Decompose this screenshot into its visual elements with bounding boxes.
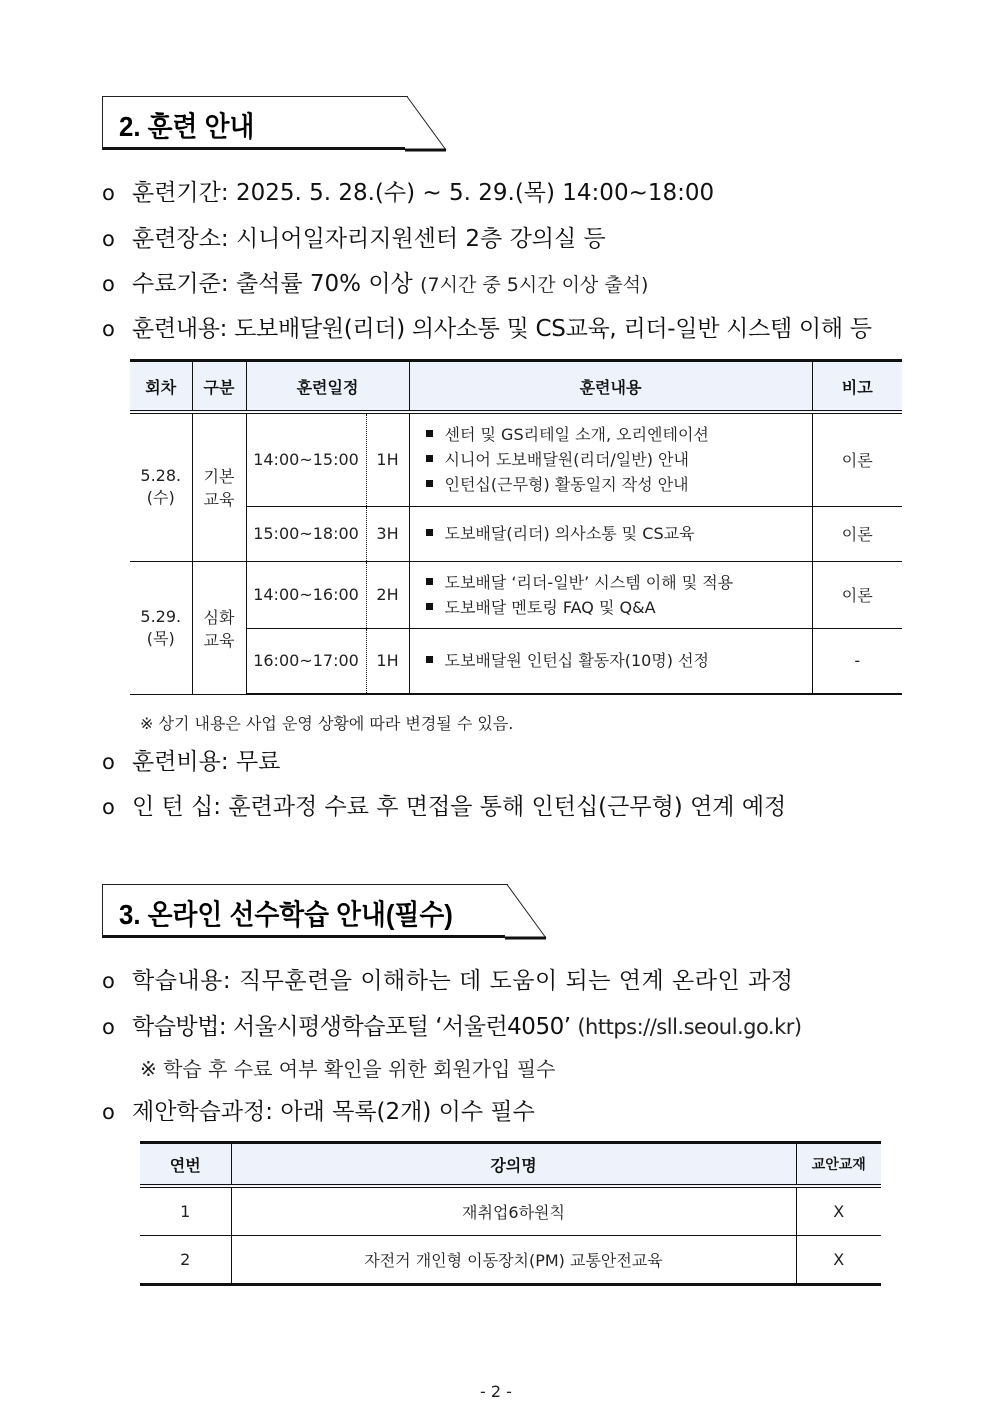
table-header-row [140,1143,881,1187]
suggested-courses-label: 제안학습과정: [132,1099,274,1125]
internship-line [102,788,786,821]
course-name: 자전거 개인형 이동장치(PM) 교통안전교육 [231,1236,796,1285]
training-content-value: 도보배달원(리더) 의사소통 및 CS교육, 리더-일반 시스템 이해 등 [234,316,872,342]
section-3-title: 3. 온라인 선수학습 안내(필수) [119,899,453,930]
content-item: 도보배달원 인턴십 활동자(10명) 선정 [426,648,811,673]
bullet-circle-icon: o [102,227,115,251]
bullet-circle-icon: o [102,1100,115,1124]
learning-content-value: 직무훈련을 이해하는 데 도움이 되는 연계 온라인 과정 [238,968,794,994]
square-bullet-icon [426,430,433,437]
square-bullet-icon [426,455,433,462]
completion-criteria-value: 출석률 70% 이상 [235,271,413,297]
section-2-title: 2. 훈련 안내 [119,111,255,142]
content-cell [409,412,812,506]
hours-cell: 1H [366,412,409,506]
suggested-courses-value: 아래 목록(2개) 이수 필수 [280,1099,535,1125]
table-row [140,1186,881,1236]
time-cell: 14:00~16:00 [246,561,366,628]
bullet-circle-icon: o [102,1015,115,1039]
header-slant-decoration [505,884,547,940]
header-schedule: 훈련일정 [246,361,409,413]
header-material: 교안교재 [796,1143,881,1187]
session-cell [130,412,192,561]
session-date: 5.29. [140,606,182,626]
bullet-circle-icon: o [102,181,115,205]
category-line2: 교육 [203,630,235,650]
hours-cell: 3H [366,506,409,561]
category-line1: 심화 [203,607,235,627]
schedule-change-note: ※ 상기 내용은 사업 운영 상황에 따라 변경될 수 있음. [140,714,514,733]
square-bullet-icon [426,578,433,585]
training-cost-label: 훈련비용: [132,749,229,775]
learning-method-value: 서울시평생학습포털 ‘서울런4050’ [232,1014,571,1040]
content-item: 시니어 도보배달원(리더/일반) 안내 [426,447,811,472]
suggested-courses-line [102,1093,535,1126]
note-cell: 이론 [812,561,902,628]
content-item: 도보배달 멘토링 FAQ 및 Q&A [426,595,811,620]
square-bullet-icon [426,480,433,487]
session-date: 5.28. [140,466,182,486]
table-header-row [130,361,902,413]
session-day: (목) [146,628,175,648]
learning-content-label: 학습내용: [132,968,232,994]
content-item: 도보배달 ‘리더-일반’ 시스템 이해 및 적용 [426,570,811,595]
internship-label: 인 턴 십: [132,794,222,820]
header-course-name: 강의명 [231,1143,796,1187]
course-material: X [796,1236,881,1285]
session-cell [130,561,192,694]
category-line1: 기본 [203,467,235,487]
bullet-circle-icon: o [102,750,115,774]
content-item: 도보배달(리더) 의사소통 및 CS교육 [426,521,811,546]
header-slant-decoration [405,96,447,152]
internship-value: 훈련과정 수료 후 면접을 통해 인턴십(근무형) 연계 예정 [228,794,787,820]
square-bullet-icon [426,529,433,536]
training-content-label: 훈련내용: [132,316,228,342]
completion-criteria-detail: (7시간 중 5시간 이상 출석) [420,274,649,296]
table-row [130,506,902,561]
content-item: 인턴십(근무형) 활동일지 작성 안내 [426,472,811,497]
note-cell: 이론 [812,506,902,561]
course-name: 재취업6하원칙 [231,1186,796,1236]
header-number: 연번 [140,1143,231,1187]
bullet-circle-icon: o [102,317,115,341]
table-row [140,1236,881,1285]
completion-criteria-line [102,265,648,298]
time-cell: 14:00~15:00 [246,412,366,506]
time-cell: 15:00~18:00 [246,506,366,561]
square-bullet-icon [426,656,433,663]
header-category: 구분 [192,361,246,413]
training-location-line [102,220,606,253]
training-schedule-table [130,359,902,695]
note-cell: 이론 [812,412,902,506]
training-period-label: 훈련기간: [132,180,229,206]
completion-criteria-label: 수료기준: [132,271,229,297]
hours-cell: 1H [366,628,409,694]
square-bullet-icon [426,603,433,610]
section-2-header [102,96,408,150]
membership-note: ※ 학습 후 수료 여부 확인을 위한 회원가입 필수 [140,1057,556,1081]
category-cell [192,412,246,561]
learning-portal-url[interactable]: (https://sll.seoul.go.kr) [577,1015,802,1039]
learning-content-line [102,962,793,995]
category-line2: 교육 [203,490,235,510]
content-item: 센터 및 GS리테일 소개, 오리엔테이션 [426,422,811,447]
training-location-value: 시니어일자리지원센터 2층 강의실 등 [235,226,606,252]
table-row [130,561,902,628]
section-3-header [102,884,508,938]
content-cell [409,506,812,561]
training-content-line [102,310,872,343]
table-row [130,628,902,694]
bullet-circle-icon: o [102,795,115,819]
learning-method-label: 학습방법: [132,1014,227,1040]
time-cell: 16:00~17:00 [246,628,366,694]
bullet-circle-icon: o [102,969,116,993]
training-cost-value: 무료 [235,749,281,775]
hours-cell: 2H [366,561,409,628]
course-number: 1 [140,1186,231,1236]
table-row [130,412,902,506]
training-period-value: 2025. 5. 28.(수) ~ 5. 29.(목) 14:00~18:00 [235,180,715,206]
content-cell [409,561,812,628]
content-cell [409,628,812,694]
note-cell: - [812,628,902,694]
training-location-label: 훈련장소: [132,226,229,252]
session-day: (수) [146,488,175,508]
training-cost-line [102,743,280,776]
category-cell [192,561,246,694]
course-material: X [796,1186,881,1236]
page-number: - 2 - [480,1382,512,1401]
header-note: 비고 [812,361,902,413]
course-number: 2 [140,1236,231,1285]
bullet-circle-icon: o [102,272,115,296]
learning-method-line [102,1008,802,1041]
header-content: 훈련내용 [409,361,812,413]
training-period-line [102,174,714,207]
header-session: 회차 [130,361,192,413]
online-courses-table [140,1141,881,1286]
